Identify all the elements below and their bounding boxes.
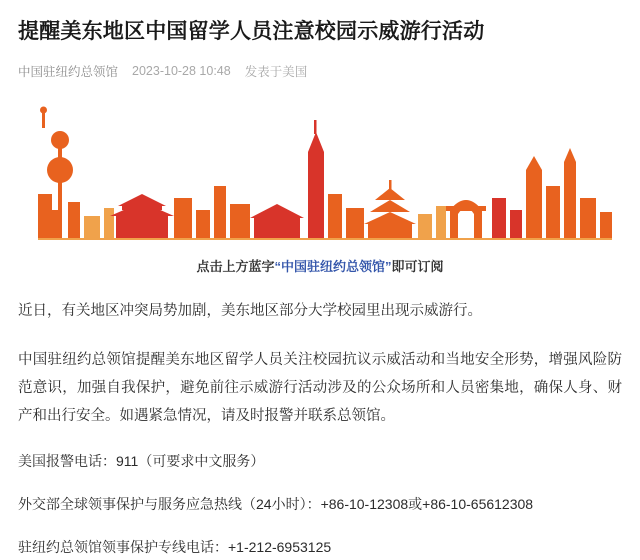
article-meta xyxy=(18,62,622,80)
contact-consulate: 驻纽约总领馆领事保护专线电话：+1-212-6953125 xyxy=(18,538,332,555)
article-source[interactable]: 中国驻纽约总领馆 xyxy=(18,65,119,80)
article-location: 发表于美国 xyxy=(244,65,308,80)
caption-account-name[interactable]: “中国驻纽约总领馆” xyxy=(274,259,392,275)
paragraph-1: 近日，有关地区冲突局势加剧，美东地区部分大学校园里出现示威游行。 xyxy=(18,303,482,320)
skyline-graphic xyxy=(18,98,622,248)
contact-police: 美国报警电话：911（可要求中文服务） xyxy=(18,453,265,470)
skyline-illustration xyxy=(18,98,622,275)
skyline-image xyxy=(18,98,622,248)
article-timestamp: 2023-10-28 10:48 xyxy=(132,64,231,79)
paragraph-2: 中国驻纽约总领馆提醒美东地区留学人员关注校园抗议示威活动和当地安全形势，增强风险防范意识，加强自我保护，避免前往示威游行活动涉及的公众场所和人员密集地，确保人身、财产和出行安全。如遇紧急情况，请及时报警并联系总领馆。 xyxy=(18,351,622,425)
caption-prefix: 点击上方蓝字 xyxy=(196,259,275,275)
page-title: 提醒美东地区中国留学人员注意校园示威游行活动 xyxy=(18,20,485,43)
contact-hotline: 外交部全球领事保护与服务应急热线（24小时）：+86-10-12308或+86-10-65612308 xyxy=(18,496,534,512)
figure-caption xyxy=(18,256,622,275)
caption-suffix: 即可订阅 xyxy=(391,259,444,275)
